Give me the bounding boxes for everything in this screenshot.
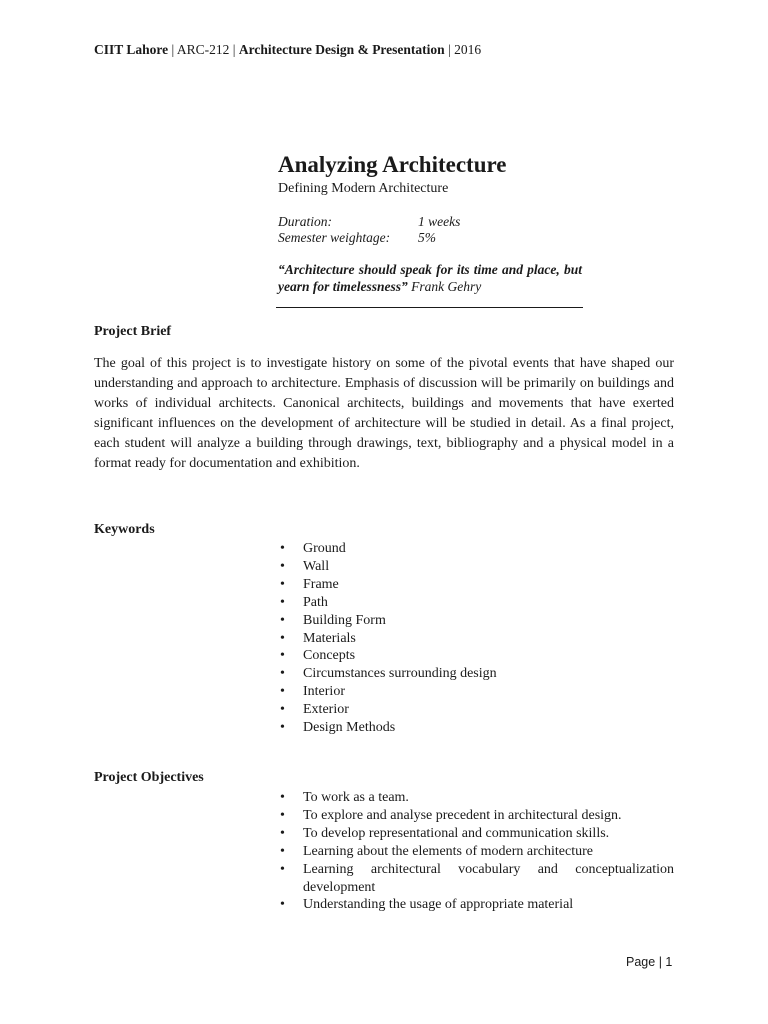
list-item	[276, 594, 674, 612]
keyword-text: Path	[303, 594, 328, 610]
header-separator: |	[232, 42, 236, 57]
list-item	[276, 665, 674, 683]
bullet-icon: •	[280, 594, 285, 610]
bullet-icon: •	[280, 843, 285, 859]
footer-separator: |	[658, 955, 662, 969]
bullet-icon: •	[280, 720, 285, 736]
header-separator: |	[448, 42, 451, 57]
title-block	[278, 150, 582, 295]
objective-text: To develop representational and communication skills.	[303, 825, 610, 841]
quote-text: “Architecture should speak for its time and place, but yearn for timelessness”	[278, 262, 582, 294]
list-item	[276, 843, 674, 861]
bullet-icon: •	[280, 790, 285, 805]
objective-text: To explore and analyse precedent in architectural design.	[303, 807, 622, 823]
objective-text: Understanding the usage of appropriate material	[303, 897, 574, 913]
quote-author: Frank Gehry	[411, 279, 482, 294]
duration-label: Duration:	[278, 214, 332, 229]
bullet-icon: •	[280, 897, 285, 913]
list-item	[276, 647, 674, 665]
objectives-list	[276, 789, 674, 914]
list-item	[276, 807, 674, 825]
duration-value: 1 weeks	[418, 214, 461, 229]
objective-text: Learning architectural vocabulary and conceptualization development	[303, 861, 674, 895]
keyword-text: Ground	[303, 541, 346, 556]
bullet-icon: •	[280, 648, 285, 664]
weightage-label: Semester weightage:	[278, 230, 391, 245]
list-item	[276, 789, 674, 807]
objective-text: Learning about the elements of modern architecture	[303, 843, 593, 859]
weightage-value: 5%	[418, 230, 436, 245]
weightage-row	[278, 230, 582, 246]
project-objectives-heading: Project Objectives	[94, 770, 204, 785]
bullet-icon: •	[280, 612, 285, 628]
page-footer	[626, 955, 672, 969]
bullet-icon: •	[280, 861, 285, 877]
list-item	[276, 701, 674, 719]
epigraph-quote	[278, 261, 582, 295]
bullet-icon: •	[280, 630, 285, 646]
list-item	[276, 683, 674, 701]
bullet-icon: •	[280, 825, 285, 841]
bullet-icon: •	[280, 541, 285, 556]
list-item	[276, 558, 674, 576]
list-item	[276, 630, 674, 648]
list-item	[276, 861, 674, 897]
keyword-text: Interior	[303, 684, 345, 700]
list-item	[276, 540, 674, 558]
keyword-text: Exterior	[303, 702, 349, 718]
header-course-code: ARC-212	[176, 42, 230, 57]
bullet-icon: •	[280, 666, 285, 682]
bullet-icon: •	[280, 807, 285, 823]
document-subtitle: Defining Modern Architecture	[278, 181, 449, 196]
list-item	[276, 576, 674, 594]
header-separator: |	[171, 42, 175, 57]
duration-row	[278, 214, 582, 230]
document-title: Analyzing Architecture	[278, 152, 507, 177]
running-header	[94, 42, 481, 58]
keyword-text: Concepts	[303, 648, 356, 664]
keyword-text: Building Form	[303, 612, 386, 628]
title-divider	[276, 307, 583, 308]
bullet-icon: •	[280, 558, 285, 574]
page-label: Page	[626, 955, 656, 969]
keyword-text: Materials	[303, 630, 356, 646]
list-item	[276, 896, 674, 914]
keywords-list	[276, 540, 674, 737]
page-number: 1	[665, 955, 673, 969]
keyword-text: Wall	[303, 558, 330, 574]
keyword-text: Circumstances surrounding design	[303, 666, 497, 682]
bullet-icon: •	[280, 684, 285, 700]
bullet-icon: •	[280, 576, 285, 592]
header-year: 2016	[454, 42, 482, 57]
keyword-text: Design Methods	[303, 720, 396, 736]
keywords-heading: Keywords	[94, 522, 155, 537]
list-item	[276, 719, 674, 737]
project-meta	[278, 214, 582, 246]
header-institution: CIIT Lahore	[94, 42, 169, 57]
project-brief-heading: Project Brief	[94, 324, 172, 339]
header-course-name: Architecture Design & Presentation	[238, 42, 445, 57]
bullet-icon: •	[280, 702, 285, 718]
keyword-text: Frame	[303, 576, 339, 592]
project-brief-body: The goal of this project is to investigate history on some of the pivotal events that have shaped our understanding and approach to architecture. Emphasis of discussion will be primarily on buildings and works of individual architects. Canonical architects, buildings and movements that have exerted significant influences on the development of architecture will be studied in detail. As a final project, each student will analyze a building through drawings, text, bibliography and a physical model in a format ready for documentation and exhibition.	[94, 356, 674, 471]
objective-text: To work as a team.	[303, 790, 409, 805]
list-item	[276, 612, 674, 630]
list-item	[276, 825, 674, 843]
